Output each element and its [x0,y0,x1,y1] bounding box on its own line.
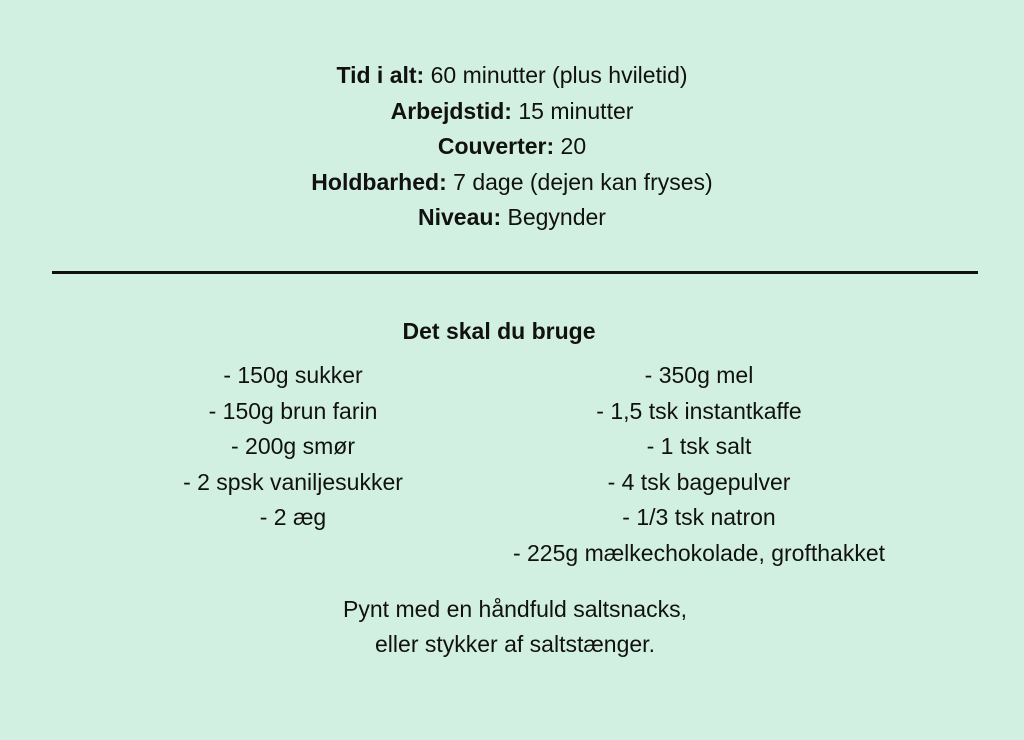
ingredient-item: - 2 spsk vaniljesukker [183,468,403,495]
info-label: Tid i alt: [336,62,425,88]
info-servings [0,129,1024,165]
info-value: 20 [560,133,587,159]
ingredient-item: - 350g mel [644,362,754,388]
ingredient-item: - 150g brun farin [208,397,378,424]
ingredient-item: - 150g sukker [223,362,363,388]
info-shelf-life [0,165,1024,201]
ingredients-right-column [470,358,928,571]
garnish-note-line: Pynt med en håndfuld saltsnacks, [343,596,687,622]
info-value: 60 minutter (plus hviletid) [430,62,688,88]
ingredient-item: - 2 æg [259,504,327,530]
info-value: 7 dage (dejen kan fryses) [453,168,713,195]
ingredient-item: - 1 tsk salt [646,433,752,459]
ingredient-item: - 225g mælkechokolade, grofthakket [512,539,886,566]
ingredients-left-column [150,358,436,536]
ingredient-item: - 4 tsk bagepulver [607,468,791,495]
info-label: Couverter: [437,133,555,159]
recipe-info [0,58,1024,236]
info-work-time [0,94,1024,130]
info-label: Arbejdstid: [390,97,512,124]
garnish-note [0,592,1024,662]
ingredient-item: - 1,5 tsk instantkaffe [596,397,802,424]
garnish-note-line: eller stykker af saltstænger. [375,631,655,657]
info-value: Begynder [507,204,606,230]
info-level [0,200,1024,236]
info-label: Niveau: [418,204,502,230]
info-total-time [0,58,1024,94]
info-label: Holdbarhed: [311,168,447,195]
ingredient-item: - 200g smør [231,433,355,459]
ingredient-item: - 1/3 tsk natron [622,504,776,530]
section-divider [52,271,978,274]
ingredients-title: Det skal du bruge [402,318,596,344]
info-value: 15 minutter [518,97,634,124]
